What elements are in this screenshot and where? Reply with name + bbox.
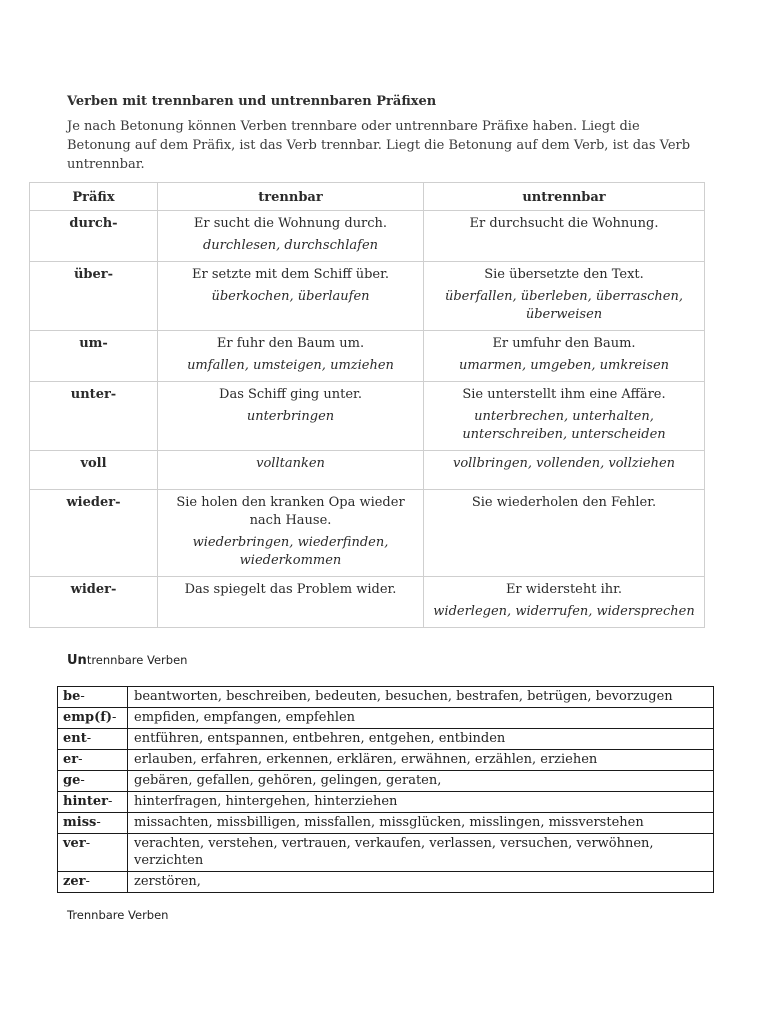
untrennbar-cell (424, 331, 705, 382)
intro-paragraph: Je nach Betonung können Verben trennbare oder untrennbare Präfixe haben. Liegt die Betonung auf dem Präfix, ist das Verb trennbar. Liegt die Betonung auf dem Verb, ist das Verb untrennbar. (67, 119, 691, 172)
table-row (30, 211, 705, 262)
table-row (58, 813, 714, 834)
trennbar-cell (158, 331, 424, 382)
untrennbar-cell (424, 451, 705, 490)
prefix-cell: voll (30, 451, 158, 490)
verb-list: unterbringen (246, 409, 335, 424)
untrennbar-cell (424, 577, 705, 628)
prefix-text: ent (63, 731, 87, 746)
verb-list: durchlesen, durchschlafen (202, 238, 379, 253)
untrennbar-cell (424, 211, 705, 262)
example-sentence: Er sucht die Wohnung durch. (193, 216, 388, 231)
example-sentence: Sie unterstellt ihm eine Affäre. (462, 387, 666, 402)
table-row (58, 872, 714, 893)
label-bold-part: Un (67, 653, 87, 668)
verb-list: wiederbringen, wiederfinden, wiederkommen (192, 535, 389, 568)
prefix-cell: durch- (30, 211, 158, 262)
example-sentence: Er umfuhr den Baum. (492, 336, 636, 351)
trennbar-cell (158, 451, 424, 490)
prefix-cell: unter- (30, 382, 158, 451)
prefix-cell: be- (58, 687, 128, 708)
table-row (58, 834, 714, 872)
example-sentence: Sie wiederholen den Fehler. (471, 495, 657, 510)
verb-list: umarmen, umgeben, umkreisen (458, 358, 670, 373)
verb-list: überkochen, überlaufen (211, 289, 370, 304)
verb-list: widerlegen, widerrufen, widersprechen (433, 604, 695, 619)
table-row (30, 577, 705, 628)
prefix-text: emp(f) (63, 710, 113, 725)
prefix-cell: wider- (30, 577, 158, 628)
verb-list: vollbringen, vollenden, vollziehen (452, 456, 676, 471)
example-sentence: Sie übersetzte den Text. (484, 267, 644, 282)
table-row (30, 262, 705, 331)
table-row (58, 792, 714, 813)
table-row (58, 750, 714, 771)
table-row (30, 490, 705, 577)
prefix-text: ge (63, 773, 81, 788)
header-trennbar: trennbar (158, 183, 424, 211)
verb-list: unterbrechen, unterhalten, unterschreiben, unterscheiden (462, 409, 666, 442)
trennbar-cell (158, 262, 424, 331)
prefix-text: zer (63, 874, 86, 889)
example-sentence: Er widersteht ihr. (505, 582, 623, 597)
prefix-text: be (63, 689, 81, 704)
prefix-cell: zer- (58, 872, 128, 893)
verb-list: überfallen, überleben, überraschen, überweisen (444, 289, 683, 322)
verb-list: volltanken (256, 456, 325, 471)
page-title: Verben mit trennbaren und untrennbaren Präfixen (67, 94, 437, 109)
prefix-text: ver (63, 836, 86, 851)
verbs-cell: gebären, gefallen, gehören, gelingen, geraten, (128, 771, 714, 792)
prefix-cell: miss- (58, 813, 128, 834)
table-row (30, 331, 705, 382)
example-sentence: Sie holen den kranken Opa wieder nach Hause. (176, 495, 405, 528)
prefix-cell: um- (30, 331, 158, 382)
verbs-cell: hinterfragen, hintergehen, hinterziehen (128, 792, 714, 813)
prefix-cell: über- (30, 262, 158, 331)
example-sentence: Das Schiff ging unter. (219, 387, 362, 402)
trennbar-cell (158, 490, 424, 577)
verb-list: umfallen, umsteigen, umziehen (187, 358, 394, 373)
label-rest: trennbare Verben (86, 653, 188, 667)
prefix-table (29, 182, 705, 628)
untrennbar-cell (424, 382, 705, 451)
prefix-cell: wieder- (30, 490, 158, 577)
untrennbar-cell (424, 490, 705, 577)
table-row (58, 771, 714, 792)
table-row (58, 708, 714, 729)
verbs-cell: empfiden, empfangen, empfehlen (128, 708, 714, 729)
example-sentence: Er setzte mit dem Schiff über. (191, 267, 390, 282)
untrennbar-cell (424, 262, 705, 331)
table-row (30, 382, 705, 451)
prefix-cell: emp(f)- (58, 708, 128, 729)
table-row (30, 451, 705, 490)
verbs-cell: entführen, entspannen, entbehren, entgehen, entbinden (128, 729, 714, 750)
verbs-cell: zerstören, (128, 872, 714, 893)
header-untrennbar: untrennbar (424, 183, 705, 211)
prefix-text: hinter (63, 794, 108, 809)
verbs-cell: erlauben, erfahren, erkennen, erklären, erwähnen, erzählen, erziehen (128, 750, 714, 771)
table-row (58, 729, 714, 750)
prefix-cell: er- (58, 750, 128, 771)
untrennbare-verben-table (57, 686, 714, 893)
header-prefix: Präfix (30, 183, 158, 211)
verbs-cell: missachten, missbilligen, missfallen, missglücken, misslingen, missverstehen (128, 813, 714, 834)
prefix-cell: hinter- (58, 792, 128, 813)
verbs-cell: verachten, verstehen, vertrauen, verkaufen, verlassen, versuchen, verwöhnen, verzichten (128, 834, 714, 872)
trennbare-verben-label: Trennbare Verben (67, 908, 169, 922)
trennbar-cell (158, 382, 424, 451)
table-row (58, 687, 714, 708)
prefix-text: er (63, 752, 79, 767)
untrennbare-verben-label (67, 653, 187, 668)
trennbar-cell (158, 211, 424, 262)
table-header-row (30, 183, 705, 211)
prefix-cell: ent- (58, 729, 128, 750)
example-sentence: Er fuhr den Baum um. (216, 336, 365, 351)
verbs-cell: beantworten, beschreiben, bedeuten, besuchen, bestrafen, betrügen, bevorzugen (128, 687, 714, 708)
example-sentence: Er durchsucht die Wohnung. (469, 216, 659, 231)
trennbar-cell (158, 577, 424, 628)
prefix-cell: ver- (58, 834, 128, 872)
prefix-cell: ge- (58, 771, 128, 792)
example-sentence: Das spiegelt das Problem wider. (184, 582, 397, 597)
prefix-text: miss (63, 815, 97, 830)
